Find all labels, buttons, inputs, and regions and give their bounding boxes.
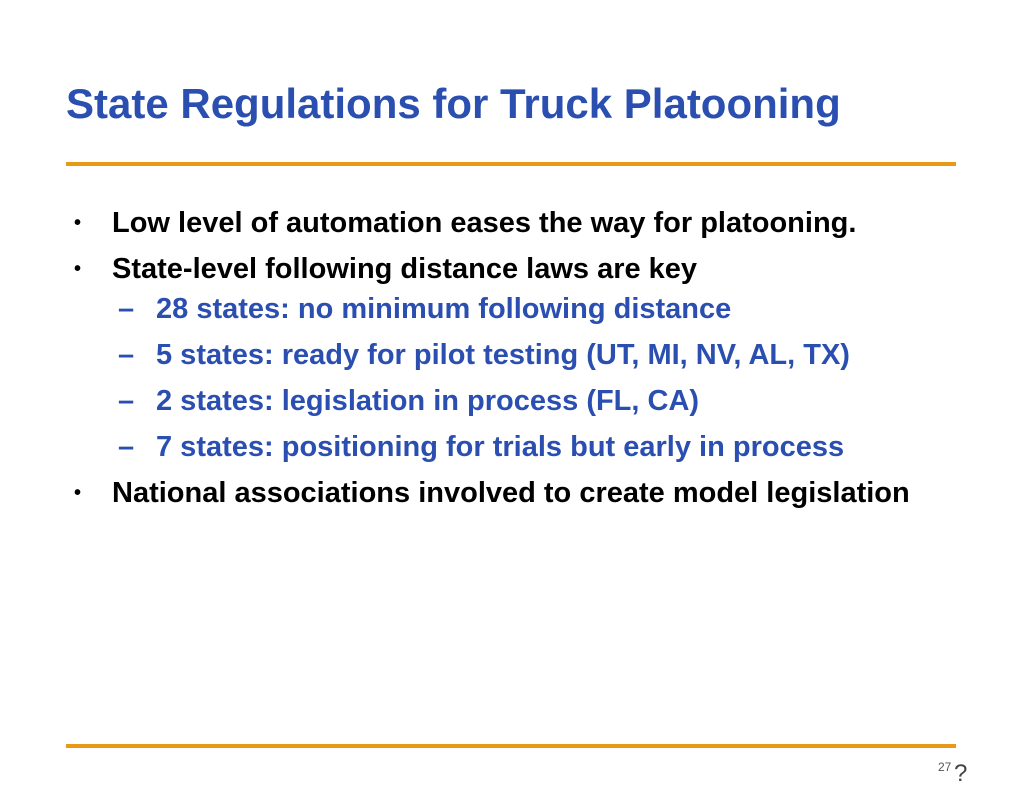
sub-bullet-text: 28 states: no minimum following distance [156, 293, 732, 325]
sub-bullet-list [112, 292, 946, 464]
sub-bullet-item [112, 430, 946, 464]
sub-bullet-item [112, 338, 946, 372]
bullet-marker: • [74, 212, 82, 234]
sub-bullet-item [112, 292, 946, 326]
top-divider [66, 162, 956, 166]
sub-bullet-item [112, 384, 946, 418]
bullet-marker: • [74, 258, 82, 280]
sub-bullet-marker: – [118, 293, 135, 325]
corner-glyph: ? [954, 760, 968, 787]
page-number: 27 [938, 760, 952, 774]
sub-bullet-text: 7 states: positioning for trials but early in process [156, 431, 845, 463]
sub-bullet-text: 2 states: legislation in process (FL, CA) [156, 385, 700, 417]
sub-bullet-text: 5 states: ready for pilot testing (UT, MI, NV, AL, TX) [156, 339, 850, 371]
sub-bullet-marker: – [118, 431, 135, 463]
sub-bullet-marker: – [118, 339, 135, 371]
bullet-text: Low level of automation eases the way for platooning. [112, 207, 857, 239]
bottom-divider [66, 744, 956, 748]
slide-title: State Regulations for Truck Platooning [66, 80, 841, 127]
bullet-item [66, 252, 946, 464]
bullet-marker: • [74, 482, 82, 504]
bullet-item [66, 206, 946, 240]
bullet-item [66, 476, 946, 510]
bullet-text: National associations involved to create model legislation [112, 477, 910, 509]
bullet-list [66, 206, 946, 522]
bullet-text: State-level following distance laws are key [112, 253, 698, 285]
sub-bullet-marker: – [118, 385, 135, 417]
